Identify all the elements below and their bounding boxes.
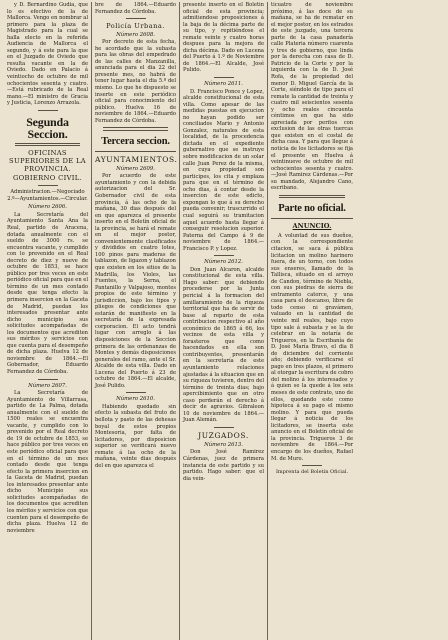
notice-2607-text: La Secretaría de Ayuntamiento de Villarrasa, partido de La Palma, dotada anualmente con el sueldo de 1500 reales se encuentra vacante, y cumplido con lo prevenido por el Real decreto de 19 de octubre de 1853, se hace público por tres veces en este periódico oficial para que en el término de un mes contado desde que tenga efecto la primera insercion en la Gaceta de Madrid, puedan los interesados presentar ante dicho Municipio sus solicitudes acompañadas de los documentos que acrediten los méritos y servicios con que cuenten para el desempeño de dicha plaza. Huelva 12 de noviembre [7,390,88,534]
subhead-gobierno: GOBIERNO CIVIL. [12,174,83,183]
numero-2607: Número 2607. [28,382,67,389]
divider [271,218,353,219]
numero-2611: Número 2611. [204,81,243,88]
numero-2609: Número 2609. [116,165,155,172]
col2-top-text: bre de 1864.—Eduardo Fernandez de Córdoba. [95,2,176,15]
column-3 [180,2,268,640]
subhead-oficinas: OFICINAS SUPERIORES DE LA PROVINCIA. [9,149,86,174]
numero-2606: Número 2606. [28,204,67,211]
divider [95,151,176,152]
notice-2610-text: Habiendo quedado sin efecto la subasta del fruto de bellota y pasto de las dehesas boyal de estos propios Montesoria, por falta de licitadores, por disposicion superior se verificará nuevo remate á las ocho de la mañana, veinte dias después del en que aparezca el [95,403,176,469]
column-1 [4,2,92,640]
divider [38,110,58,111]
ayuntamientos-head: AYUNTAMIENTOS. [95,154,178,164]
divider [214,427,234,428]
anuncio-text: A voluntad de sus dueños, con la correspondiente citacion, se saca á pública licitacion un molino harinero fuera, de un torno, con todos sus enseres, llamado de la Tallisca, situado en el arroyo de Candon, término de Niebla, con sus piedras de sierra de entramento catorce, y una casa para el descanso, libre de todo censo ni gravámen, valuado en la cantidad de veinte mil reales, bajo cuyo tipo sale á subasta y se la de celebrar en la notaría de Trigueros, en la Escribanía de D. José María Bravo, el dia 8 de diciembre del corriente año; debiendo verificarse el pago en tres plazos, el primero al otorgar la escritura de cobro del molino á los interesados y á quien se la quede á los seis meses de este contrato, uno de ellos, quedando este como hipoteca á su pago el mismo molino. Y para que pueda llegar á noticia de los licitadores, se inserta este anuncio en el Boletin oficial de la provincia. Trigueros 3 de noviembre de 1864.—Por encargo de los dueños, Rafael M. de Muro. [271,232,353,462]
column-4 [268,2,356,640]
divider [302,465,322,466]
admin-line: Administracion.—Negociado 2.º—Ayuntamientos.—Circular. [7,189,88,202]
divider [103,127,168,131]
juzgados-head: JUZGADOS. [198,430,249,440]
divider [126,392,146,393]
divider [214,77,234,78]
imprenta-footer: Imprenta del Boletin Oficial. [275,469,349,476]
divider [126,18,146,19]
notice-2609-text: Por acuerdo de este ayuntamiento y con la debida autorizacion del Sr. Gobernador civil de esta provincia, á las ocho de la mañana, 30 dias después del en que aparezca el presente inserto en el Boletín oficial de la provincia, se hará el remate en el mejor postor, convenientemente clasificados y divididos en cuatro lotes, 100 pinos para maderas de tablazon, de ligazon y tablazon que existen en los sitios de la Madrilla, los Violes, las Fuentes, la Serna, el Pantanillo y Valpajoso, montes propios de este término y jurisdiccion, bajo los tipos y pliegos de condiciones que estarán de manifiesto en la secretaría de la expresada corporacion. El acto tendrá lugar con arreglo á las disposiciones de la Seccion primera de las ordenanzas de Montes y demás disposiciones generales del ramo, ante el Sr. Alcalde de esta villa. Dado en Lucena del Puerto á 23 de octubre de 1864.—El alcalde, José Pulido. [95,173,176,389]
numero-2613: Número 2613. [204,441,243,448]
divider [15,143,80,147]
notice-2612-text: Don Juan Alcaron, alcalde constitucional de esta villa. Hago saber: que debiendo procederse por la Junta pericial á la formacion del amillaramiento de la riqueza territorial que ha de servir de base al reparto de esta contribucion respectivo al año económico de 1865 á 66, los vecinos de esta villa y forasteros que como hacendados en ella son contribuyentes, presentarán en la secretaría de este ayuntamiento relaciones ajustadas á la situacion que en su riqueza tuvieren, dentro del término de treinta dias; bajo apercibimiento que en otro caso perderán el derecho á decir de agravios. Gibraleon 10 de noviembre de 1864.—Juan Alemán. [183,266,264,424]
col1-top-text: y D. Bernardino Gudia, que lo es efectivo de la de Mallorca. Vengo en nombrar al primero para la plaza de Magistrado para la cual se halla electo en la referida Audiencia de Mallorca el segundo, y á este para la que en el Juzgado de Oviedo que resulta vacante en la de Oviedo. Dado en Palacio á veintiocho de octubre de mil ochocientos sesenta y cuatro.—Está rubricado de la Real mano.—El ministro de Gracia y Justicia, Lorenzo Arrazola. [7,2,88,107]
notice-2613-text: Don José Ramirez Cárdenas, juez de primera instancia de este partido y su partido. Hago saber: que el dia vein- [183,449,264,482]
col3-top-text: presente inserto en el Boletin oficial de esta provincia; admitiendose proposiciones á la baja de la décima parte de su tipo, y repitiéndose el remate veinte y cuatro horas despues para la mejora de dicha décima. Dado en Lucena del Puerto á 1.º de Noviembre de 1864.—El Alcalde, José Pulido. [183,2,264,74]
section-title-tercera: Tercera seccion. [101,135,170,147]
notice-2606-text: La Secretaría del Ayuntamiento Santa Ana la Real, partido de Aracena, dotada anualmente con el sueldo de 3000 rs. se encuentra vacante, y cumplido con lo prevenido en el Real decreto de diez y nueve de octubre de 1853, se hace público por tres veces en este periódico oficial para que en el término de un mes contado desde que tenga efecto la primera insercion en la Gaceta de Madrid, puedan los interesados presentar ante dicho municipio sus solicitudes acompañadas de los documentos que acrediten sus méritos y servicios con que cuenta para el desempeño de dicha plaza. Huelva 12 de noviembre de 1864.—El Gobernador, Eduardo Fernandez de Córdoba. [7,211,88,376]
divider [38,379,58,380]
notice-2611-text: D. Francisco Ponce y Lopez, alcalde constitucional de esta villa. Como apesar de las medidas puestas en ejecucion no hayan podido ser conciliados Mario y Antonio Gonzalez, naturales de esta localidad, de la procedencia dictada en el expediente gubernativo que se instruye sobre modificacion de un solar calle Juan Perez de la misma, en cuya propiedad son participes, los cita y emplaza para que en el término de ocho dias, á contar desde la insercion de este edicto, expongan lo que á su derecho pueda convenir; trascurrido el cual seguirá su tramitacion aquel acuerdo hasta llegar á conseguir resolucion superior. Paterna del Campo á 9 de noviembre de 1864.—Francisco P. y Lopez. [183,88,264,252]
notice-2608-text: Por decreto de esta fecha, he acordado que la subasta para las obras del empedrado de las calles de Manzanilla, anunciada para el dia 22 del presente mes, no habrá de tener lugar hasta el dia 5.º del mismo. Lo que he dispuesto se inserte en este periódico oficial para conocimiento del público. Huelva 16 de noviembre de 1864.—Eduardo Fernandez de Córdoba. [95,39,176,124]
numero-2610: Número 2610. [116,396,155,403]
divider [214,255,234,256]
policia-urbana-head: Policía Urbana. [106,22,165,31]
section-title-segunda: Segunda Seccion. [26,114,69,141]
divider [279,195,345,199]
anuncio-head: ANUNCIO. [292,222,332,231]
col4-top-text: ticuatro de noviembre próximo, á las doce de su mañana, se ha de rematar en el mejor postor, en los estrados de este juzgado, una tercera parte de la casa panadería calle Plateria número cuarenta y tres de gobierno, que linda por la derecha con casa de D. Patricio de la Corte y por la izquierda con la de D. José Rofa, de la propiedad del menor D. Miguel García de la Corte, siéndole de tipo para el remate la cantidad de treinta y cuatro mil seiscientos sesenta y ocho reales cincuenta céntimos en que ha sido apreciada por peritos con exclusion de las otras tuercas que existen en el costal de dicha casa. Y para que llegue á noticia de los licitadores se fija el presente en Huelva á veintinueve de octubre de mil ochocientos sesenta y cuatro.—José Ramirez Cárdenas.—Por su mandado, Alejandro Cano, escribano. [271,2,353,192]
column-2 [92,2,180,640]
numero-2608: Número 2608. [116,31,155,38]
numero-2612: Número 2612. [204,259,243,266]
section-title-parte-no-oficial: Parte no oficial. [278,203,346,215]
divider [38,185,58,186]
